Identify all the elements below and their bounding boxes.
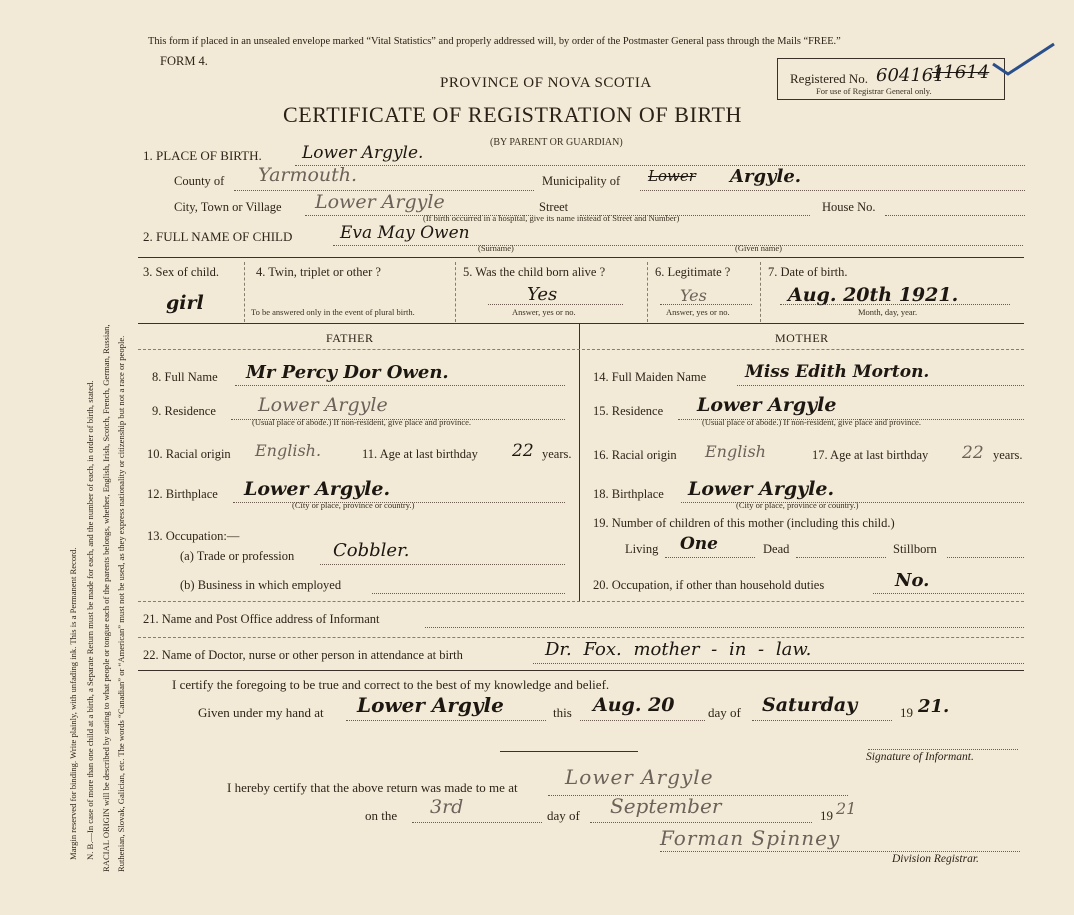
registrar-day-of-label: day of [547,808,580,823]
twin-label: 4. Twin, triplet or other ? [256,265,381,279]
child-name-label: 2. FULL NAME OF CHILD [143,229,293,244]
registered-label: Registered No. [790,71,868,86]
mother-heading: MOTHER [775,331,829,345]
municipality-struck: Lower [648,167,696,185]
doctor-label: 22. Name of Doctor, nurse or other person in attendance at birth [143,648,463,662]
mother-residence-value: Lower Argyle [697,394,837,416]
given-place: Lower Argyle [357,693,504,717]
father-residence-note: (Usual place of abode.) If non-resident, give place and province. [252,417,472,427]
margin-note-4: Ruthenian, Slovak, Galician, etc. The words “Canadian” or “American” must not be used, as they express nationality or citizenship but not a race or people. [116,335,126,872]
this-label: this [553,705,572,720]
father-heading: FATHER [326,331,374,345]
alive-label: 5. Was the child born alive ? [463,265,606,279]
mother-birthplace-note: (City or place, province or country.) [736,500,859,510]
checkmark-icon [990,40,1060,80]
this-value: Aug. 20 [593,694,675,716]
father-age-value: 22 [512,441,534,461]
mother-age-label: 17. Age at last birthday [812,448,929,462]
margin-note-2: N. B.—In case of more than one child at a birth, a Separate Return must be made for each, and the number of each, in order of birth, stated. [85,380,95,860]
alive-note: Answer, yes or no. [512,307,576,317]
city-value: Lower Argyle [315,191,445,213]
certificate-title: CERTIFICATE OF REGISTRATION OF BIRTH [283,102,742,127]
mother-name-value: Miss Edith Morton. [745,362,930,382]
father-birthplace-note: (City or place, province or country.) [292,500,415,510]
doctor-value: Dr. Fox. mother - in - law. [545,639,812,660]
hospital-note: (If birth occurred in a hospital, give its name instead of Street and Number) [423,213,680,223]
dead-label: Dead [763,542,790,556]
living-value: One [680,534,718,554]
legitimate-value: Yes [680,286,707,305]
municipality-value: Argyle. [730,166,802,187]
legitimate-label: 6. Legitimate ? [655,265,731,279]
mother-occupation-value: No. [895,570,930,591]
father-racial-label: 10. Racial origin [147,447,231,461]
mother-name-label: 14. Full Maiden Name [593,370,707,384]
day-value: Saturday [762,694,858,716]
margin-note-3: RACIAL ORIGIN will be described by stating to what people or tongue each of the parents belongs, whether, English, Irish, Scotch, French, German, Russian, [101,324,111,872]
legitimate-note: Answer, yes or no. [666,307,730,317]
registrar-place: Lower Argyle [565,765,714,789]
place-value: Lower Argyle. [302,143,424,163]
registrar-year-prefix: 19 [820,808,833,823]
father-racial-value: English. [255,441,322,460]
given-name-note: (Given name) [735,243,782,253]
certify-statement: I certify the foregoing to be true and correct to the best of my knowledge and belief. [172,677,610,692]
informant-signature-label: Signature of Informant. [866,751,974,763]
child-name-value: Eva May Owen [340,223,470,243]
mother-racial-label: 16. Racial origin [593,448,677,462]
year-value: 21. [918,696,950,717]
registered-note: For use of Registrar General only. [816,86,932,96]
father-age-label: 11. Age at last birthday [362,447,478,461]
father-residence-value: Lower Argyle [258,394,388,416]
county-label: County of [174,174,225,188]
mother-birthplace-label: 18. Birthplace [593,487,664,501]
mother-age-value: 22 [962,443,984,463]
dob-label: 7. Date of birth. [768,265,848,279]
mother-birthplace-value: Lower Argyle. [688,478,835,500]
mail-note: This form if placed in an unsealed envelope marked “Vital Statistics” and properly addressed will, by order of the Postmaster General pass through the Mails “FREE.” [148,36,841,47]
surname-note: (Surname) [478,243,514,253]
occupation-label: 13. Occupation:— [147,529,240,543]
province-heading: PROVINCE OF NOVA SCOTIA [440,75,652,91]
city-label: City, Town or Village [174,200,282,214]
margin-note-1: Margin reserved for binding. Write plainly, with unfading ink. This is a Permanent Record. [68,547,78,860]
father-age-unit: years. [542,447,572,461]
mother-residence-note: (Usual place of abode.) If non-resident, give place and province. [702,417,922,427]
father-birthplace-label: 12. Birthplace [147,487,218,501]
mother-racial-value: English [705,442,766,461]
business-label: (b) Business in which employed [180,578,342,592]
alive-value: Yes [527,284,558,305]
living-label: Living [625,542,659,556]
father-name-value: Mr Percy Dor Owen. [246,362,449,383]
father-birthplace-value: Lower Argyle. [244,478,391,500]
mother-residence-label: 15. Residence [593,404,664,418]
registered-number: 604161 [876,65,945,86]
year-prefix: 19 [900,705,913,720]
county-value: Yarmouth. [258,164,358,186]
on-the-value: 3rd [430,796,464,818]
registrar-certify-label: I hereby certify that the above return was made to me at [227,780,518,795]
sex-label: 3. Sex of child. [143,265,220,279]
dob-note: Month, day, year. [858,307,918,317]
place-label: 1. PLACE OF BIRTH. [143,148,262,163]
registrar-title: Division Registrar. [892,853,979,865]
informant-address-label: 21. Name and Post Office address of Informant [143,612,380,626]
registrar-year: 21 [836,799,857,818]
registered-struck-number: 11614 [932,62,990,83]
father-name-label: 8. Full Name [152,370,218,384]
mother-age-unit: years. [993,448,1023,462]
mother-occupation-label: 20. Occupation, if other than household duties [593,578,825,592]
registrar-signature: Forman Spinney [660,826,841,850]
twin-note: To be answered only in the event of plural birth. [251,307,415,317]
trade-label: (a) Trade or profession [180,549,295,563]
house-label: House No. [822,200,876,214]
registrar-month: September [610,794,722,818]
municipality-label: Municipality of [542,174,621,188]
father-residence-label: 9. Residence [152,404,216,418]
on-the-label: on the [365,808,398,823]
trade-value: Cobbler. [333,540,410,561]
given-label: Given under my hand at [198,705,324,720]
street-label: Street [539,200,569,214]
certificate-subtitle: (BY PARENT OR GUARDIAN) [490,137,623,148]
registered-box [777,58,1005,100]
dob-value: Aug. 20th 1921. [788,284,959,306]
stillborn-label: Stillborn [893,542,937,556]
children-label: 19. Number of children of this mother (including this child.) [593,516,895,530]
day-of-label: day of [708,705,741,720]
sex-value: girl [166,292,204,314]
form-number: FORM 4. [160,54,208,68]
